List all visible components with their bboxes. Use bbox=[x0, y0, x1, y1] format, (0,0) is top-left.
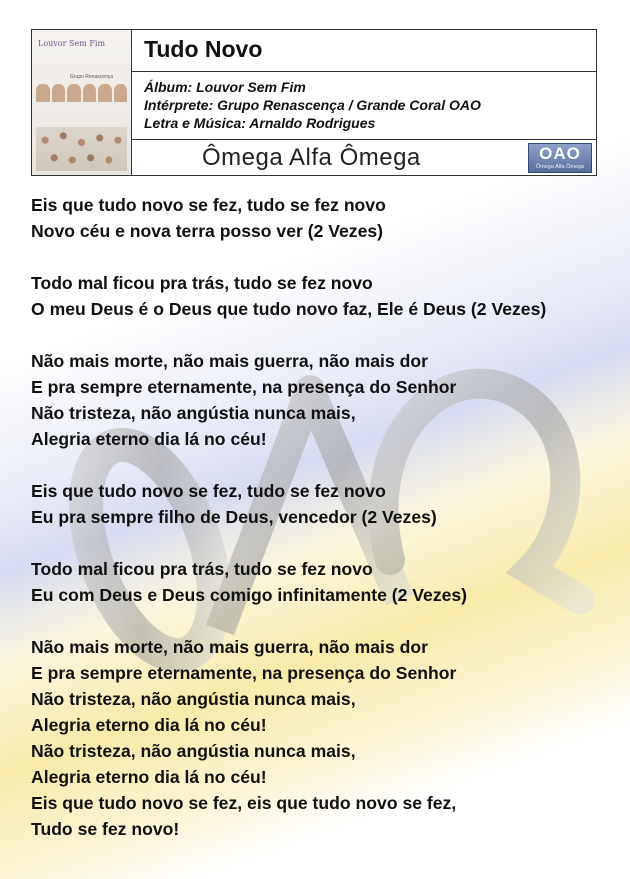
song-info bbox=[132, 30, 596, 175]
lyric-line: Eis que tudo novo se fez, tudo se fez novo bbox=[31, 481, 386, 501]
authors-line: Letra e Música: Arnaldo Rodrigues bbox=[144, 115, 376, 131]
lyric-line: O meu Deus é o Deus que tudo novo faz, Ele é Deus (2 Vezes) bbox=[31, 299, 547, 319]
lyrics bbox=[31, 192, 606, 868]
lyric-line: Eu com Deus e Deus comigo infinitamente (2 Vezes) bbox=[31, 585, 468, 605]
logo-subtext: Ômega Alfa Ômega bbox=[535, 163, 585, 170]
lyric-line: Tudo se fez novo! bbox=[31, 819, 180, 839]
logo-text: OAO bbox=[539, 143, 581, 163]
cover-choir-photo bbox=[36, 127, 127, 171]
cover-group-name: Grupo Renascença bbox=[70, 74, 114, 80]
lyric-line: Todo mal ficou pra trás, tudo se fez novo bbox=[31, 273, 373, 293]
album-cover bbox=[32, 30, 132, 175]
performer-line: Intérprete: Grupo Renascença / Grande Coral OAO bbox=[144, 97, 481, 113]
lyric-stanza bbox=[31, 556, 606, 608]
lyric-line: Eis que tudo novo se fez, eis que tudo novo se fez, bbox=[31, 793, 457, 813]
lyric-line: Todo mal ficou pra trás, tudo se fez novo bbox=[31, 559, 373, 579]
lyric-line: Eis que tudo novo se fez, tudo se fez novo bbox=[31, 195, 386, 215]
lyric-line: E pra sempre eternamente, na presença do Senhor bbox=[31, 377, 457, 397]
lyric-line: Novo céu e nova terra posso ver (2 Vezes) bbox=[31, 221, 384, 241]
lyric-line: Não tristeza, não angústia nunca mais, bbox=[31, 403, 356, 423]
lyric-line: Alegria eterno dia lá no céu! bbox=[31, 715, 267, 735]
lyric-line: Eu pra sempre filho de Deus, vencedor (2 Vezes) bbox=[31, 507, 437, 527]
lyric-line: E pra sempre eternamente, na presença do Senhor bbox=[31, 663, 457, 683]
lyric-line: Não tristeza, não angústia nunca mais, bbox=[31, 689, 356, 709]
lyric-stanza bbox=[31, 192, 606, 244]
song-title: Tudo Novo bbox=[144, 36, 263, 62]
lyric-line: Alegria eterno dia lá no céu! bbox=[31, 767, 267, 787]
brand-name: Ômega Alfa Ômega bbox=[202, 143, 421, 171]
lyric-line: Não mais morte, não mais guerra, não mais dor bbox=[31, 637, 428, 657]
album-line: Álbum: Louvor Sem Fim bbox=[144, 79, 306, 95]
lyric-line: Não mais morte, não mais guerra, não mais dor bbox=[31, 351, 428, 371]
cover-album-title: Louvor Sem Fim bbox=[38, 39, 106, 48]
cover-group-photo bbox=[36, 84, 127, 102]
oao-logo bbox=[528, 143, 592, 173]
lyric-stanza bbox=[31, 634, 606, 842]
lyric-stanza bbox=[31, 478, 606, 530]
lyric-stanza bbox=[31, 348, 606, 452]
song-header bbox=[31, 29, 597, 176]
lyric-stanza bbox=[31, 270, 606, 322]
title-row bbox=[132, 30, 596, 72]
lyric-line: Alegria eterno dia lá no céu! bbox=[31, 429, 267, 449]
meta-row bbox=[132, 72, 596, 140]
brand-row bbox=[132, 140, 596, 175]
lyric-line: Não tristeza, não angústia nunca mais, bbox=[31, 741, 356, 761]
